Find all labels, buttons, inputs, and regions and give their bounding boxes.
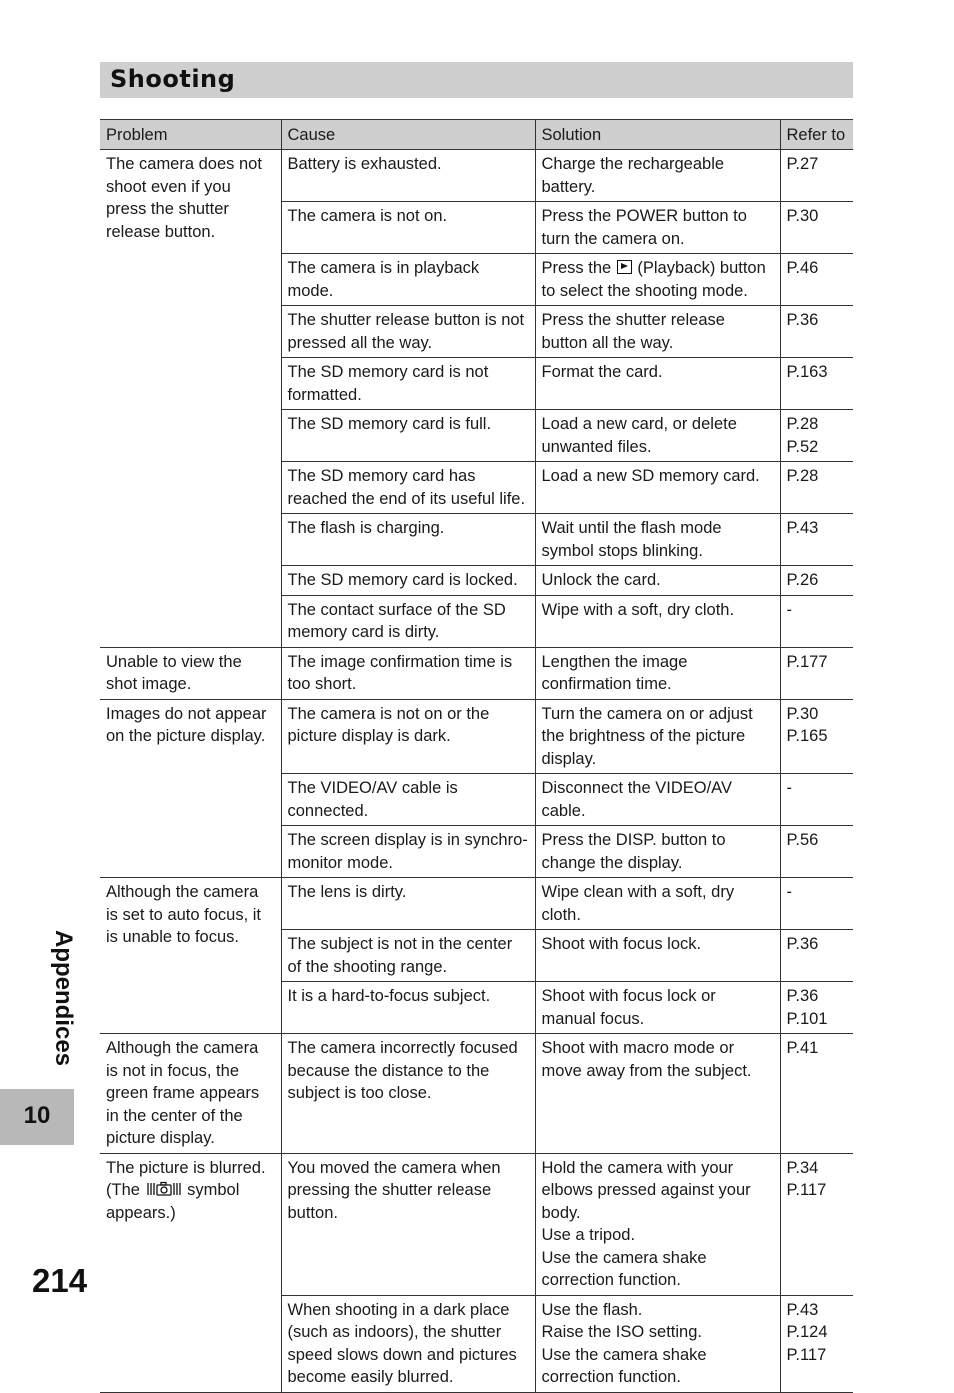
- solution-cell: Load a new card, or delete unwanted files.: [535, 410, 780, 462]
- solution-cell: Press the shutter release button all the way.: [535, 306, 780, 358]
- refer-cell: P.28 P.52: [780, 410, 853, 462]
- refer-cell: P.43 P.124 P.117: [780, 1295, 853, 1392]
- refer-cell: P.36 P.101: [780, 982, 853, 1034]
- solution-cell: Wipe clean with a soft, dry cloth.: [535, 878, 780, 930]
- cause-cell: The VIDEO/AV cable is connected.: [281, 774, 535, 826]
- page-number: 214: [32, 1262, 88, 1299]
- solution-text-post: (Playback) button to select the shooting mode.: [541, 259, 766, 300]
- header-solution: Solution: [535, 120, 780, 150]
- cause-cell: The screen display is in synchro-monitor mode.: [281, 826, 535, 878]
- refer-cell: -: [780, 774, 853, 826]
- solution-cell: Hold the camera with your elbows pressed against your body. Use a tripod. Use the camera shake correction function.: [535, 1153, 780, 1295]
- problem-cell: Although the camera is set to auto focus, it is unable to focus.: [100, 878, 281, 1034]
- cause-cell: The subject is not in the center of the shooting range.: [281, 930, 535, 982]
- camera-shake-icon: [145, 1181, 183, 1197]
- refer-cell: P.41: [780, 1034, 853, 1154]
- refer-cell: -: [780, 878, 853, 930]
- solution-cell: Format the card.: [535, 358, 780, 410]
- solution-cell: Load a new SD memory card.: [535, 462, 780, 514]
- solution-cell: Wipe with a soft, dry cloth.: [535, 595, 780, 647]
- problem-cell: The camera does not shoot even if you press the shutter release button.: [100, 150, 281, 648]
- refer-cell: P.34 P.117: [780, 1153, 853, 1295]
- cause-cell: The camera is not on or the picture display is dark.: [281, 699, 535, 774]
- refer-cell: P.30: [780, 202, 853, 254]
- solution-cell: Shoot with focus lock.: [535, 930, 780, 982]
- refer-cell: P.26: [780, 566, 853, 596]
- cause-cell: The contact surface of the SD memory card is dirty.: [281, 595, 535, 647]
- cause-cell: The camera is not on.: [281, 202, 535, 254]
- cause-cell: The shutter release button is not pressed all the way.: [281, 306, 535, 358]
- refer-cell: P.27: [780, 150, 853, 202]
- refer-cell: P.163: [780, 358, 853, 410]
- solution-cell: Unlock the card.: [535, 566, 780, 596]
- troubleshooting-table: [100, 119, 853, 1393]
- solution-cell: Lengthen the image confirmation time.: [535, 647, 780, 699]
- solution-cell: Press the POWER button to turn the camera on.: [535, 202, 780, 254]
- table-row: [100, 878, 853, 930]
- playback-icon: [617, 260, 632, 274]
- problem-cell: [100, 1153, 281, 1392]
- problem-cell: Images do not appear on the picture display.: [100, 699, 281, 878]
- cause-cell: You moved the camera when pressing the shutter release button.: [281, 1153, 535, 1295]
- solution-cell: Turn the camera on or adjust the brightness of the picture display.: [535, 699, 780, 774]
- sidebar-appendices: [18, 930, 77, 1080]
- cause-cell: The SD memory card has reached the end of its useful life.: [281, 462, 535, 514]
- refer-cell: P.46: [780, 254, 853, 306]
- table-row: [100, 150, 853, 202]
- section-title: Shooting: [110, 65, 236, 93]
- header-cause: Cause: [281, 120, 535, 150]
- solution-cell: Shoot with focus lock or manual focus.: [535, 982, 780, 1034]
- cause-cell: The SD memory card is not formatted.: [281, 358, 535, 410]
- chapter-number: 10: [23, 1102, 51, 1129]
- solution-cell: Wait until the flash mode symbol stops blinking.: [535, 514, 780, 566]
- solution-cell: Charge the rechargeable battery.: [535, 150, 780, 202]
- refer-cell: P.28: [780, 462, 853, 514]
- problem-text-pre: The picture is blurred. (The: [106, 1158, 266, 1199]
- cause-cell: The lens is dirty.: [281, 878, 535, 930]
- problem-cell: Unable to view the shot image.: [100, 647, 281, 699]
- solution-cell: Press the DISP. button to change the display.: [535, 826, 780, 878]
- problem-text-post: symbol appears.): [106, 1181, 240, 1222]
- table-row: [100, 699, 853, 774]
- refer-cell: P.43: [780, 514, 853, 566]
- refer-cell: P.30 P.165: [780, 699, 853, 774]
- cause-cell: Battery is exhausted.: [281, 150, 535, 202]
- sidebar-label: Appendices: [50, 930, 77, 1067]
- cause-cell: The flash is charging.: [281, 514, 535, 566]
- solution-cell: Shoot with macro mode or move away from the subject.: [535, 1034, 780, 1154]
- solution-cell: Use the flash. Raise the ISO setting. Use the camera shake correction function.: [535, 1295, 780, 1392]
- header-refer-to: Refer to: [780, 120, 853, 150]
- refer-cell: P.56: [780, 826, 853, 878]
- table-header-row: [100, 120, 853, 150]
- cause-cell: The image confirmation time is too short.: [281, 647, 535, 699]
- cause-cell: When shooting in a dark place (such as indoors), the shutter speed slows down and pictures become easily blurred.: [281, 1295, 535, 1392]
- refer-cell: P.177: [780, 647, 853, 699]
- problem-cell: Although the camera is not in focus, the green frame appears in the center of the picture display.: [100, 1034, 281, 1154]
- cause-cell: The camera is in playback mode.: [281, 254, 535, 306]
- cause-cell: The camera incorrectly focused because the distance to the subject is too close.: [281, 1034, 535, 1154]
- refer-cell: P.36: [780, 306, 853, 358]
- cause-cell: The SD memory card is full.: [281, 410, 535, 462]
- table-row: [100, 647, 853, 699]
- cause-cell: It is a hard-to-focus subject.: [281, 982, 535, 1034]
- solution-text-pre: Press the: [541, 259, 612, 277]
- table-row: [100, 1034, 853, 1154]
- refer-cell: -: [780, 595, 853, 647]
- solution-cell: [535, 254, 780, 306]
- chapter-tab: [0, 1089, 74, 1145]
- refer-cell: P.36: [780, 930, 853, 982]
- section-header-bar: [100, 62, 853, 98]
- cause-cell: The SD memory card is locked.: [281, 566, 535, 596]
- solution-cell: Disconnect the VIDEO/AV cable.: [535, 774, 780, 826]
- header-problem: Problem: [100, 120, 281, 150]
- table-row: [100, 1153, 853, 1295]
